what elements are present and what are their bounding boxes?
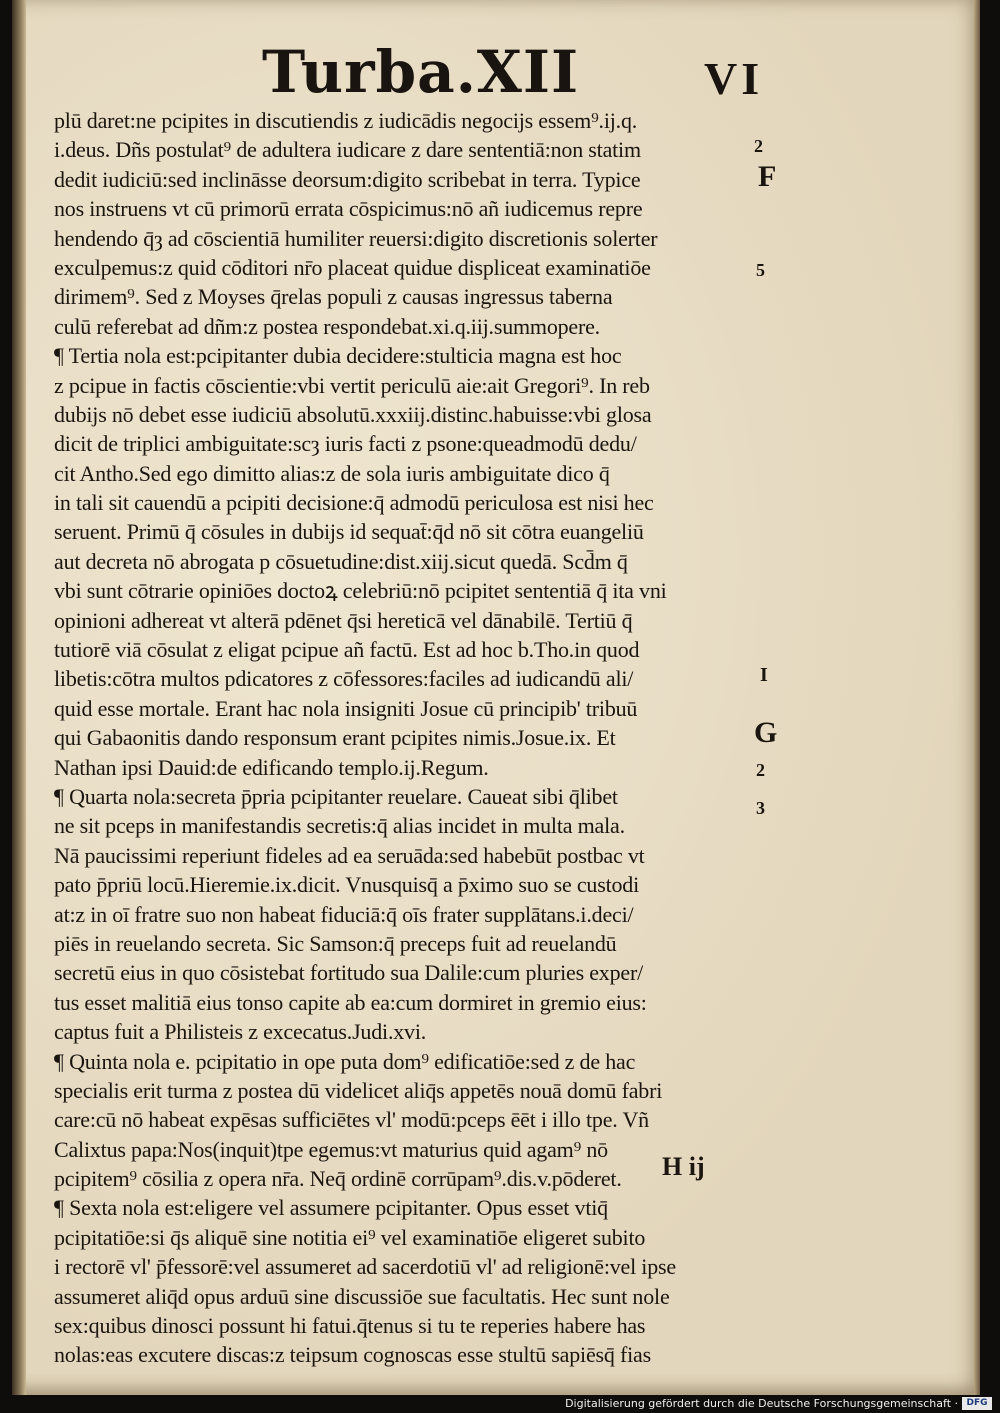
signature-mark: H ij <box>662 1152 705 1181</box>
text-line: nolas:eas excutere discas:z teipsum cognoscas esse stultū sapiēsq̄ fias <box>54 1342 651 1368</box>
text-line: libetis:cōtra multos pdicatores z cōfessores:faciles ad iudicandū ali/ <box>54 666 634 692</box>
text-line: ¶ Quarta nola:secreta p̄pria pcipitanter reuelare. Caueat sibi q̄libet <box>54 783 618 809</box>
text-line: hendendo q̄ȝ ad cōscientiā humiliter reuersi:digito discretionis solerter <box>54 225 658 251</box>
text-line: tutiorē viā cōsulat z eligat pcipue añ factū. Est ad hoc b.Tho.in quod <box>54 637 640 663</box>
text-column <box>54 106 754 1395</box>
text-line: aut decreta nō abrogata p cōsuetudine:dist.xiij.sicut quedā. Scd̄m q̄ <box>54 548 628 574</box>
text-line: pcipitem⁹ cōsilia z opera nr̄a. Neq̄ ordinē corrūpam⁹.dis.v.pōderet. <box>54 1166 622 1192</box>
text-line: Calixtus papa:Nos(inquit)tpe egemus:vt maturius quid agam⁹ nō <box>54 1136 608 1162</box>
text-line: quid esse mortale. Erant hac nola insigniti Josue cū principib' tribuū <box>54 695 638 721</box>
text-line: i.deus. Dñs postulat⁹ de adultera iudicare z dare sententiā:non statim <box>54 137 641 163</box>
text-line: culū referebat ad dñm:z postea respondebat.xi.q.iij.summopere. <box>54 313 600 339</box>
text-line: ¶ Tertia nola est:pcipitanter dubia decidere:stulticia magna est hoc <box>54 343 622 369</box>
text-line: Nathan ipsi Dauid:de edificando templo.ij.Regum. <box>54 754 489 780</box>
text-line: z pcipue in factis cōscientie:vbi vertit periculū aie:ait Gregori⁹. In reb <box>54 372 650 398</box>
text-line: ne sit pceps in manifestandis secretis:q̄ alias incidet in multa mala. <box>54 813 625 839</box>
text-line: i rectorē vl' p̄fessorē:vel assumeret ad sacerdotiū vl' ad religionē:vel ipse <box>54 1254 676 1280</box>
page-gutter-edge <box>12 0 26 1395</box>
text-line: dubijs nō debet esse iudiciū absolutū.xxxiij.distinc.habuisse:vbi glosa <box>54 401 652 427</box>
text-line: secretū eius in quo cōsistebat fortitudo sua Dalile:cum pluries exper/ <box>54 960 644 986</box>
text-line: qui Gabaonitis dando responsum erant pcipites nimis.Josue.ix. Et <box>54 725 616 751</box>
margin-note: I <box>760 664 768 686</box>
running-header-title: Turba.XII <box>262 38 580 106</box>
text-line: piēs in reuelando secreta. Sic Samson:q̄ preceps fuit ad reuelandū <box>54 930 617 956</box>
text-line: specialis erit turma z postea dū videlicet aliq̄s appetēs nouā domū fabri <box>54 1077 663 1103</box>
text-line: ¶ Sexta nola est:eligere vel assumere pcipitanter. Opus esset vtiq̄ <box>54 1195 608 1221</box>
text-line: dicit de triplici ambiguitate:scȝ iuris facti z psone:queadmodū dedu/ <box>54 431 637 457</box>
text-line: plū daret:ne pcipites in discutiendis z iudicādis negocijs essem⁹.ij.q. <box>54 108 638 133</box>
book-page <box>12 0 980 1395</box>
text-line: captus fuit a Philisteis z excecatus.Judi.xvi. <box>54 1019 427 1045</box>
margin-note: 2 <box>756 760 765 780</box>
text-line: sex:quibus dinosci possunt hi fatui.q̄tenus si tu te reperies habere has <box>54 1313 646 1339</box>
text-line: pato p̄priū locū.Hieremie.ix.dicit. Vnusquisq̄ a p̄ximo suo se custodi <box>54 872 640 898</box>
margin-note: F <box>758 160 777 193</box>
text-line: opinioni adhereat vt alterā pdēnet q̄si hereticā vel dānabilē. Tertiū q̄ <box>54 607 633 633</box>
dfg-logo-icon: DFG <box>962 1397 992 1410</box>
text-line: pcipitatiōe:si q̄s aliquē sine notitia ei⁹ vel examinatiōe eligeret subito <box>54 1224 646 1250</box>
text-line: Nā paucissimi reperiunt fideles ad ea seruāda:sed habebūt postbac vt <box>54 842 645 868</box>
margin-note: 3 <box>756 798 765 818</box>
margin-note: 5 <box>756 260 765 280</box>
text-line: in tali sit cauendū a pcipiti decisione:q̄ admodū periculosa est nisi hec <box>54 490 654 516</box>
funding-credit: Digitalisierung gefördert durch die Deutsche Forschungsgemeinschaft · <box>565 1397 958 1410</box>
folio-number: VI <box>704 53 764 104</box>
text-line: care:cū nō habeat expēsas sufficiētes vl' modū:pceps ēēt i illo tpe. Vñ <box>54 1107 649 1133</box>
text-line: vbi sunt cōtrarie opiniōes doctoꝝ celebriū:nō pcipitet sententiā q̄ ita vni <box>54 578 667 604</box>
text-line: nos instruens vt cū primorū errata cōspicimus:nō añ iudicemus repre <box>54 196 643 222</box>
page-fore-edge <box>974 0 980 1395</box>
text-line: cit Antho.Sed ego dimitto alias:z de sola iuris ambiguitate dico q̄ <box>54 460 610 486</box>
text-line <box>54 1370 754 1395</box>
margin-note: 2 <box>754 136 763 156</box>
text-line: tus esset malitiā eius tonso capite ab ea:cum dormiret in gremio eius: <box>54 989 647 1015</box>
text-line: ¶ Quinta nola e. pcipitatio in ope puta dom⁹ edificatiōe:sed z de hac <box>54 1048 636 1074</box>
text-line: assumeret aliq̄d opus arduū sine discussiōe sue facultatis. Hec sunt nole <box>54 1283 670 1309</box>
text-line: seruent. Primū q̄ cōsules in dubijs id sequat̄:q̄d nō sit cōtra euangeliū <box>54 519 644 545</box>
text-line: exculpemus:z quid cōditori nr̄o placeat quidue displiceat examinatiōe <box>54 254 651 280</box>
margin-note: G <box>754 716 778 749</box>
text-line: at:z in oī fratre suo non habeat fiduciā:q̄ oīs frater supplātans.i.deci/ <box>54 901 634 927</box>
text-line: dedit iudiciū:sed inclināsse deorsum:digito scribebat in terra. Typice <box>54 166 641 192</box>
text-line: dirimem⁹. Sed z Moyses q̄relas populi z causas ingressus taberna <box>54 284 613 310</box>
